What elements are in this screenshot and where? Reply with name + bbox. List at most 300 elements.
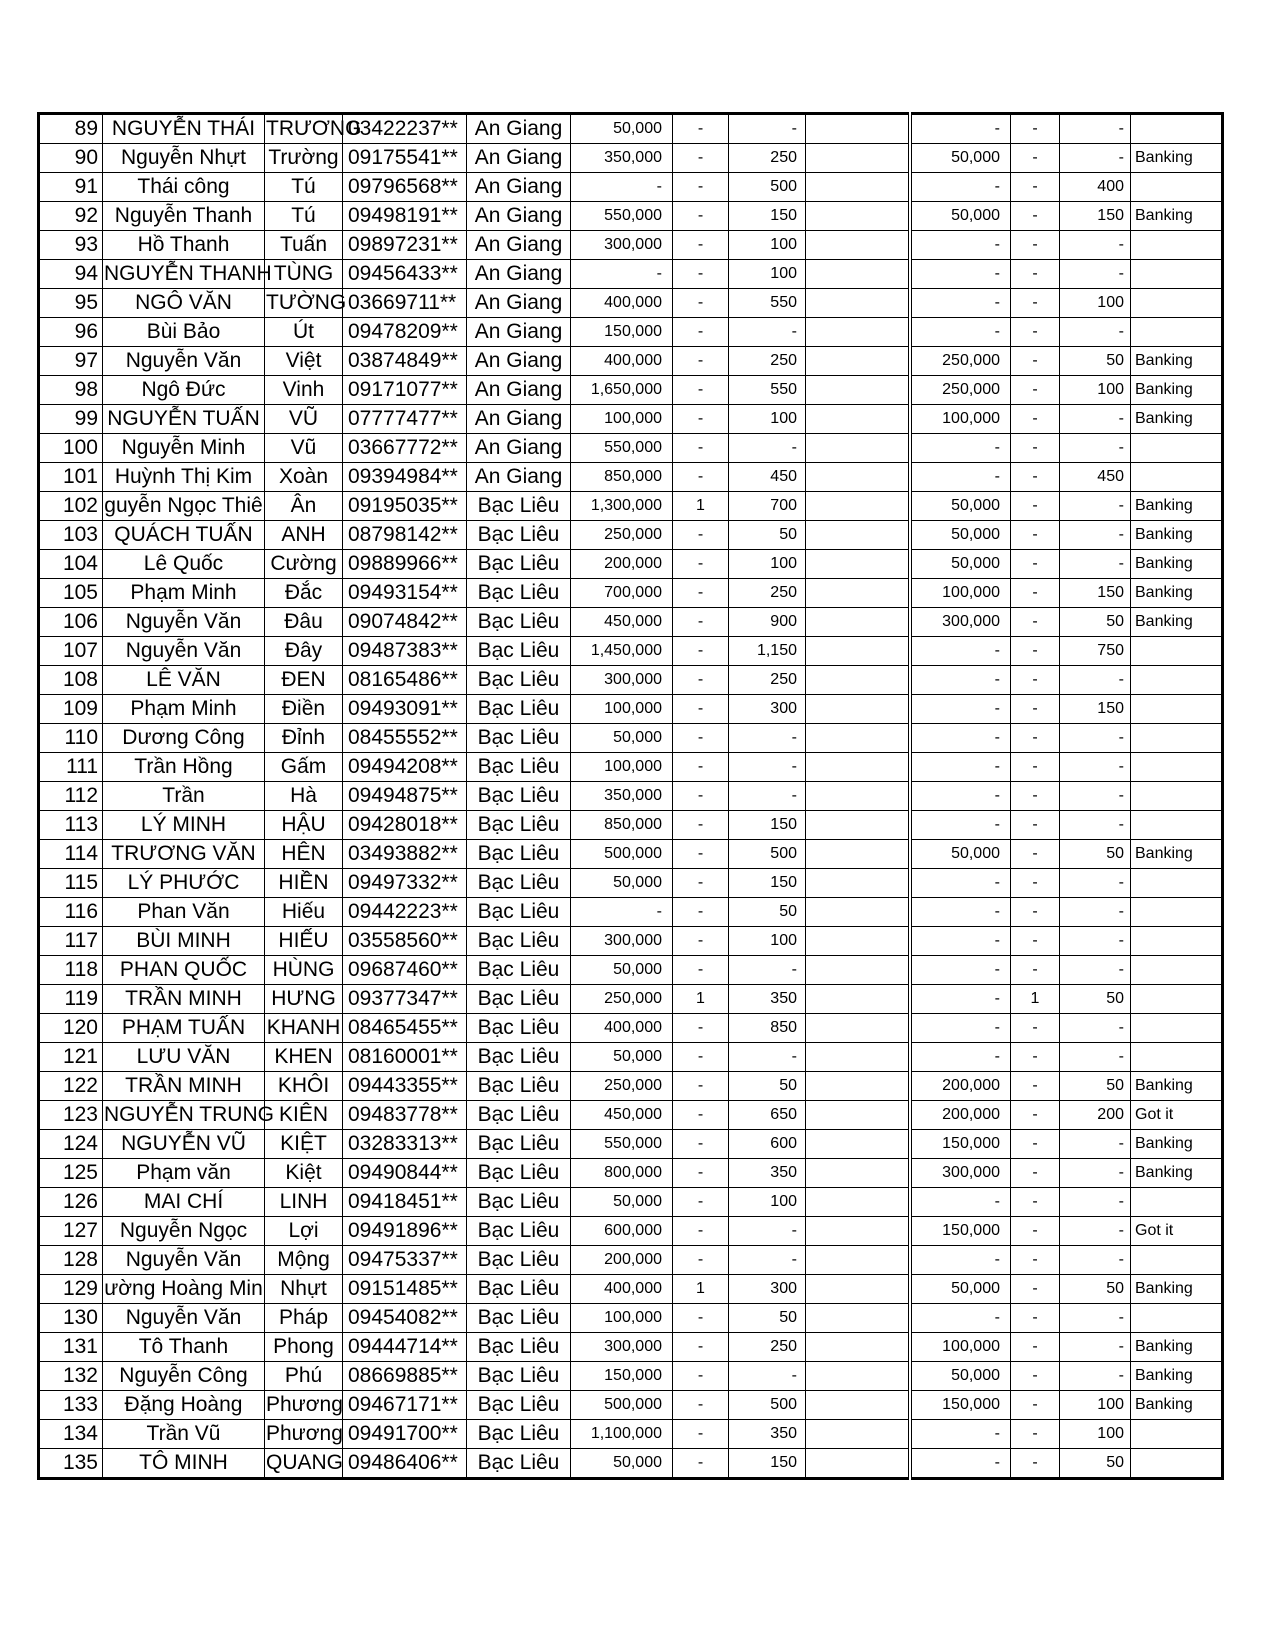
reward-cell: 150,000 bbox=[910, 1130, 1011, 1159]
surname-cell: Đặng Hoàng bbox=[103, 1391, 265, 1420]
given-name-cell: Đâu bbox=[265, 608, 343, 637]
note-cell: Banking bbox=[1131, 1159, 1223, 1188]
row-number: 103 bbox=[39, 521, 103, 550]
row-number: 107 bbox=[39, 637, 103, 666]
surname-cell: Thái công bbox=[103, 173, 265, 202]
surname-cell: Nguyễn Văn bbox=[103, 347, 265, 376]
amount-cell: 300,000 bbox=[571, 927, 673, 956]
table-body bbox=[39, 114, 1223, 1479]
count-cell: - bbox=[673, 434, 729, 463]
points-cell: 1,150 bbox=[729, 637, 806, 666]
count-cell: - bbox=[673, 1304, 729, 1333]
amount-cell: 50,000 bbox=[571, 869, 673, 898]
blank-cell bbox=[806, 1130, 910, 1159]
row-number: 101 bbox=[39, 463, 103, 492]
final-cell: 50 bbox=[1060, 985, 1131, 1014]
province-cell: An Giang bbox=[467, 260, 571, 289]
row-number: 134 bbox=[39, 1420, 103, 1449]
surname-cell: Lê Quốc bbox=[103, 550, 265, 579]
phone-cell: 09493091** bbox=[343, 695, 467, 724]
data-table-container bbox=[37, 112, 1221, 1480]
note-cell: Got it bbox=[1131, 1101, 1223, 1130]
surname-cell: TRƯƠNG VĂN bbox=[103, 840, 265, 869]
reward-cell: - bbox=[910, 811, 1011, 840]
given-name-cell: KHÔI bbox=[265, 1072, 343, 1101]
points-cell: 250 bbox=[729, 666, 806, 695]
given-name-cell: Pháp bbox=[265, 1304, 343, 1333]
points-cell: 500 bbox=[729, 840, 806, 869]
amount-cell: 150,000 bbox=[571, 1362, 673, 1391]
reward-cell: - bbox=[910, 1188, 1011, 1217]
reward-cell: - bbox=[910, 869, 1011, 898]
points-cell: - bbox=[729, 318, 806, 347]
final-cell: - bbox=[1060, 956, 1131, 985]
given-name-cell: Vinh bbox=[265, 376, 343, 405]
note-cell bbox=[1131, 1420, 1223, 1449]
reward-cell: 50,000 bbox=[910, 1275, 1011, 1304]
row-number: 96 bbox=[39, 318, 103, 347]
note-cell bbox=[1131, 463, 1223, 492]
surname-cell: Trần Vũ bbox=[103, 1420, 265, 1449]
reward-cell: 100,000 bbox=[910, 405, 1011, 434]
count-cell: - bbox=[673, 637, 729, 666]
points-cell: - bbox=[729, 1246, 806, 1275]
note-cell bbox=[1131, 1246, 1223, 1275]
phone-cell: 03669711** bbox=[343, 289, 467, 318]
table-row bbox=[39, 492, 1223, 521]
reward-cell: - bbox=[910, 724, 1011, 753]
surname-cell: TRẦN MINH bbox=[103, 985, 265, 1014]
points-cell: - bbox=[729, 1217, 806, 1246]
province-cell: Bạc Liêu bbox=[467, 521, 571, 550]
given-name-cell: Phương bbox=[265, 1420, 343, 1449]
count-cell: - bbox=[673, 1449, 729, 1479]
phone-cell: 08455552** bbox=[343, 724, 467, 753]
phone-cell: 09418451** bbox=[343, 1188, 467, 1217]
blank-cell bbox=[806, 1217, 910, 1246]
count-cell: - bbox=[673, 608, 729, 637]
table-row bbox=[39, 724, 1223, 753]
row-number: 119 bbox=[39, 985, 103, 1014]
amount-cell: - bbox=[571, 260, 673, 289]
note-cell bbox=[1131, 637, 1223, 666]
reward-cell: 50,000 bbox=[910, 521, 1011, 550]
phone-cell: 09498191** bbox=[343, 202, 467, 231]
table-row bbox=[39, 114, 1223, 144]
row-number: 121 bbox=[39, 1043, 103, 1072]
given-name-cell: Đỉnh bbox=[265, 724, 343, 753]
phone-cell: 09195035** bbox=[343, 492, 467, 521]
table-row bbox=[39, 1304, 1223, 1333]
phone-cell: 09442223** bbox=[343, 898, 467, 927]
count2-cell: - bbox=[1011, 782, 1060, 811]
row-number: 105 bbox=[39, 579, 103, 608]
surname-cell: Phạm văn bbox=[103, 1159, 265, 1188]
blank-cell bbox=[806, 927, 910, 956]
count-cell: - bbox=[673, 1043, 729, 1072]
table-row bbox=[39, 608, 1223, 637]
surname-cell: MAI CHÍ bbox=[103, 1188, 265, 1217]
province-cell: Bạc Liêu bbox=[467, 898, 571, 927]
amount-cell: 50,000 bbox=[571, 1043, 673, 1072]
final-cell: - bbox=[1060, 1304, 1131, 1333]
phone-cell: 09491896** bbox=[343, 1217, 467, 1246]
phone-cell: 09796568** bbox=[343, 173, 467, 202]
amount-cell: 300,000 bbox=[571, 231, 673, 260]
count2-cell: - bbox=[1011, 695, 1060, 724]
note-cell bbox=[1131, 956, 1223, 985]
amount-cell: 850,000 bbox=[571, 463, 673, 492]
surname-cell: LÝ MINH bbox=[103, 811, 265, 840]
phone-cell: 03422237** bbox=[343, 114, 467, 144]
final-cell: - bbox=[1060, 898, 1131, 927]
count-cell: - bbox=[673, 1246, 729, 1275]
table-row bbox=[39, 260, 1223, 289]
amount-cell: 500,000 bbox=[571, 840, 673, 869]
phone-cell: 03493882** bbox=[343, 840, 467, 869]
province-cell: Bạc Liêu bbox=[467, 1159, 571, 1188]
given-name-cell: Phương bbox=[265, 1391, 343, 1420]
amount-cell: 250,000 bbox=[571, 985, 673, 1014]
amount-cell: - bbox=[571, 173, 673, 202]
table-row bbox=[39, 1130, 1223, 1159]
final-cell: 50 bbox=[1060, 608, 1131, 637]
count2-cell: - bbox=[1011, 1420, 1060, 1449]
points-cell: 450 bbox=[729, 463, 806, 492]
reward-cell: - bbox=[910, 434, 1011, 463]
count-cell: 1 bbox=[673, 492, 729, 521]
amount-cell: 400,000 bbox=[571, 1014, 673, 1043]
table-row bbox=[39, 289, 1223, 318]
row-number: 111 bbox=[39, 753, 103, 782]
province-cell: Bạc Liêu bbox=[467, 811, 571, 840]
row-number: 115 bbox=[39, 869, 103, 898]
count2-cell: - bbox=[1011, 1043, 1060, 1072]
final-cell: - bbox=[1060, 318, 1131, 347]
reward-cell: - bbox=[910, 753, 1011, 782]
phone-cell: 09456433** bbox=[343, 260, 467, 289]
count-cell: - bbox=[673, 1188, 729, 1217]
blank-cell bbox=[806, 1014, 910, 1043]
amount-cell: 500,000 bbox=[571, 1391, 673, 1420]
province-cell: An Giang bbox=[467, 114, 571, 144]
points-cell: 700 bbox=[729, 492, 806, 521]
surname-cell: Phan Văn bbox=[103, 898, 265, 927]
row-number: 114 bbox=[39, 840, 103, 869]
given-name-cell: KHEN bbox=[265, 1043, 343, 1072]
blank-cell bbox=[806, 898, 910, 927]
reward-cell: 300,000 bbox=[910, 1159, 1011, 1188]
phone-cell: 09494208** bbox=[343, 753, 467, 782]
given-name-cell: Việt bbox=[265, 347, 343, 376]
row-number: 99 bbox=[39, 405, 103, 434]
count2-cell: - bbox=[1011, 114, 1060, 144]
blank-cell bbox=[806, 579, 910, 608]
count-cell: - bbox=[673, 724, 729, 753]
surname-cell: NGUYỄN TUẤN bbox=[103, 405, 265, 434]
phone-cell: 09377347** bbox=[343, 985, 467, 1014]
surname-cell: Nguyễn Nhựt bbox=[103, 144, 265, 173]
province-cell: An Giang bbox=[467, 405, 571, 434]
count-cell: - bbox=[673, 1362, 729, 1391]
row-number: 104 bbox=[39, 550, 103, 579]
final-cell: 100 bbox=[1060, 376, 1131, 405]
points-cell: 50 bbox=[729, 898, 806, 927]
note-cell bbox=[1131, 695, 1223, 724]
row-number: 97 bbox=[39, 347, 103, 376]
amount-cell: 100,000 bbox=[571, 1304, 673, 1333]
count2-cell: - bbox=[1011, 1391, 1060, 1420]
table-row bbox=[39, 1014, 1223, 1043]
surname-cell: NGÔ VĂN bbox=[103, 289, 265, 318]
amount-cell: 450,000 bbox=[571, 1101, 673, 1130]
phone-cell: 03558560** bbox=[343, 927, 467, 956]
phone-cell: 09487383** bbox=[343, 637, 467, 666]
note-cell: Banking bbox=[1131, 840, 1223, 869]
note-cell bbox=[1131, 260, 1223, 289]
points-cell: 500 bbox=[729, 173, 806, 202]
count-cell: - bbox=[673, 1159, 729, 1188]
count-cell: - bbox=[673, 1333, 729, 1362]
note-cell bbox=[1131, 666, 1223, 695]
blank-cell bbox=[806, 202, 910, 231]
final-cell: - bbox=[1060, 1333, 1131, 1362]
phone-cell: 08165486** bbox=[343, 666, 467, 695]
amount-cell: - bbox=[571, 898, 673, 927]
surname-cell: Huỳnh Thị Kim bbox=[103, 463, 265, 492]
given-name-cell: Đắc bbox=[265, 579, 343, 608]
count2-cell: - bbox=[1011, 811, 1060, 840]
final-cell: - bbox=[1060, 666, 1131, 695]
points-cell: 500 bbox=[729, 1391, 806, 1420]
table-row bbox=[39, 666, 1223, 695]
reward-cell: - bbox=[910, 695, 1011, 724]
count2-cell: - bbox=[1011, 1246, 1060, 1275]
given-name-cell: Lợi bbox=[265, 1217, 343, 1246]
count-cell: - bbox=[673, 550, 729, 579]
count-cell: - bbox=[673, 840, 729, 869]
table-row bbox=[39, 840, 1223, 869]
given-name-cell: Kiệt bbox=[265, 1159, 343, 1188]
count2-cell: - bbox=[1011, 1449, 1060, 1479]
amount-cell: 50,000 bbox=[571, 1449, 673, 1479]
count-cell: - bbox=[673, 927, 729, 956]
given-name-cell: Tú bbox=[265, 202, 343, 231]
blank-cell bbox=[806, 260, 910, 289]
count2-cell: - bbox=[1011, 608, 1060, 637]
reward-cell: - bbox=[910, 1043, 1011, 1072]
blank-cell bbox=[806, 1101, 910, 1130]
table-row bbox=[39, 1275, 1223, 1304]
points-cell: 600 bbox=[729, 1130, 806, 1159]
count2-cell: - bbox=[1011, 1101, 1060, 1130]
phone-cell: 03874849** bbox=[343, 347, 467, 376]
province-cell: An Giang bbox=[467, 173, 571, 202]
table-row bbox=[39, 637, 1223, 666]
count-cell: - bbox=[673, 956, 729, 985]
note-cell: Banking bbox=[1131, 144, 1223, 173]
blank-cell bbox=[806, 376, 910, 405]
count-cell: - bbox=[673, 666, 729, 695]
phone-cell: 09454082** bbox=[343, 1304, 467, 1333]
points-cell: - bbox=[729, 782, 806, 811]
count2-cell: - bbox=[1011, 1130, 1060, 1159]
surname-cell: Bùi Bảo bbox=[103, 318, 265, 347]
final-cell: 400 bbox=[1060, 173, 1131, 202]
final-cell: - bbox=[1060, 144, 1131, 173]
given-name-cell: Trường bbox=[265, 144, 343, 173]
surname-cell: Tô Thanh bbox=[103, 1333, 265, 1362]
table-row bbox=[39, 985, 1223, 1014]
table-row bbox=[39, 144, 1223, 173]
reward-cell: - bbox=[910, 173, 1011, 202]
amount-cell: 550,000 bbox=[571, 202, 673, 231]
points-cell: 300 bbox=[729, 1275, 806, 1304]
surname-cell: PHẠM TUẤN bbox=[103, 1014, 265, 1043]
table-row bbox=[39, 579, 1223, 608]
surname-cell: Ngô Đức bbox=[103, 376, 265, 405]
province-cell: An Giang bbox=[467, 376, 571, 405]
note-cell bbox=[1131, 173, 1223, 202]
surname-cell: Nguyễn Công bbox=[103, 1362, 265, 1391]
note-cell bbox=[1131, 782, 1223, 811]
reward-cell: 50,000 bbox=[910, 492, 1011, 521]
reward-cell: - bbox=[910, 1014, 1011, 1043]
phone-cell: 09475337** bbox=[343, 1246, 467, 1275]
row-number: 112 bbox=[39, 782, 103, 811]
province-cell: Bạc Liêu bbox=[467, 1014, 571, 1043]
final-cell: - bbox=[1060, 114, 1131, 144]
note-cell: Banking bbox=[1131, 1362, 1223, 1391]
province-cell: An Giang bbox=[467, 202, 571, 231]
province-cell: Bạc Liêu bbox=[467, 492, 571, 521]
given-name-cell: HIẾU bbox=[265, 927, 343, 956]
note-cell: Banking bbox=[1131, 492, 1223, 521]
note-cell: Banking bbox=[1131, 521, 1223, 550]
count-cell: - bbox=[673, 1391, 729, 1420]
province-cell: Bạc Liêu bbox=[467, 1362, 571, 1391]
count2-cell: - bbox=[1011, 1217, 1060, 1246]
count2-cell: - bbox=[1011, 463, 1060, 492]
phone-cell: 09151485** bbox=[343, 1275, 467, 1304]
given-name-cell: Hiếu bbox=[265, 898, 343, 927]
blank-cell bbox=[806, 753, 910, 782]
note-cell bbox=[1131, 724, 1223, 753]
row-number: 118 bbox=[39, 956, 103, 985]
given-name-cell: LINH bbox=[265, 1188, 343, 1217]
given-name-cell: HƯNG bbox=[265, 985, 343, 1014]
final-cell: 150 bbox=[1060, 202, 1131, 231]
amount-cell: 300,000 bbox=[571, 1333, 673, 1362]
count2-cell: - bbox=[1011, 347, 1060, 376]
amount-cell: 800,000 bbox=[571, 1159, 673, 1188]
count-cell: - bbox=[673, 173, 729, 202]
row-number: 89 bbox=[39, 114, 103, 144]
province-cell: Bạc Liêu bbox=[467, 840, 571, 869]
final-cell: - bbox=[1060, 1246, 1131, 1275]
given-name-cell: Tuấn bbox=[265, 231, 343, 260]
count2-cell: - bbox=[1011, 840, 1060, 869]
given-name-cell: HẬU bbox=[265, 811, 343, 840]
surname-cell: NGUYỄN THÁI bbox=[103, 114, 265, 144]
given-name-cell: Nhựt bbox=[265, 1275, 343, 1304]
surname-cell: Nguyễn Văn bbox=[103, 1246, 265, 1275]
phone-cell: 09175541** bbox=[343, 144, 467, 173]
points-cell: - bbox=[729, 956, 806, 985]
amount-cell: 250,000 bbox=[571, 521, 673, 550]
final-cell: - bbox=[1060, 492, 1131, 521]
count-cell: 1 bbox=[673, 1275, 729, 1304]
reward-cell: - bbox=[910, 666, 1011, 695]
given-name-cell: KIỆT bbox=[265, 1130, 343, 1159]
count-cell: - bbox=[673, 1072, 729, 1101]
count-cell: - bbox=[673, 753, 729, 782]
given-name-cell: Điền bbox=[265, 695, 343, 724]
reward-cell: - bbox=[910, 637, 1011, 666]
count-cell: - bbox=[673, 1014, 729, 1043]
blank-cell bbox=[806, 521, 910, 550]
reward-cell: - bbox=[910, 927, 1011, 956]
blank-cell bbox=[806, 231, 910, 260]
points-cell: 900 bbox=[729, 608, 806, 637]
points-cell: - bbox=[729, 724, 806, 753]
surname-cell: Nguyễn Thanh bbox=[103, 202, 265, 231]
count-cell: - bbox=[673, 1101, 729, 1130]
count-cell: - bbox=[673, 463, 729, 492]
points-cell: 100 bbox=[729, 550, 806, 579]
phone-cell: 09467171** bbox=[343, 1391, 467, 1420]
count2-cell: - bbox=[1011, 202, 1060, 231]
count-cell: - bbox=[673, 260, 729, 289]
final-cell: 50 bbox=[1060, 840, 1131, 869]
row-number: 108 bbox=[39, 666, 103, 695]
note-cell: Banking bbox=[1131, 550, 1223, 579]
note-cell: Banking bbox=[1131, 1333, 1223, 1362]
blank-cell bbox=[806, 1246, 910, 1275]
amount-cell: 200,000 bbox=[571, 550, 673, 579]
row-number: 135 bbox=[39, 1449, 103, 1479]
amount-cell: 50,000 bbox=[571, 956, 673, 985]
surname-cell: BÙI MINH bbox=[103, 927, 265, 956]
final-cell: 100 bbox=[1060, 1391, 1131, 1420]
row-number: 129 bbox=[39, 1275, 103, 1304]
blank-cell bbox=[806, 492, 910, 521]
reward-cell: - bbox=[910, 260, 1011, 289]
phone-cell: 09889966** bbox=[343, 550, 467, 579]
given-name-cell: Vũ bbox=[265, 434, 343, 463]
table-row bbox=[39, 231, 1223, 260]
amount-cell: 700,000 bbox=[571, 579, 673, 608]
count-cell: - bbox=[673, 347, 729, 376]
surname-cell: NGUYỄN VŨ bbox=[103, 1130, 265, 1159]
given-name-cell: Ân bbox=[265, 492, 343, 521]
points-cell: 50 bbox=[729, 1072, 806, 1101]
row-number: 93 bbox=[39, 231, 103, 260]
blank-cell bbox=[806, 608, 910, 637]
province-cell: Bạc Liêu bbox=[467, 753, 571, 782]
blank-cell bbox=[806, 1449, 910, 1479]
count2-cell: - bbox=[1011, 260, 1060, 289]
row-number: 123 bbox=[39, 1101, 103, 1130]
final-cell: - bbox=[1060, 521, 1131, 550]
final-cell: 150 bbox=[1060, 695, 1131, 724]
blank-cell bbox=[806, 144, 910, 173]
points-cell: - bbox=[729, 1043, 806, 1072]
count2-cell: - bbox=[1011, 724, 1060, 753]
points-cell: 350 bbox=[729, 1420, 806, 1449]
row-number: 127 bbox=[39, 1217, 103, 1246]
amount-cell: 1,650,000 bbox=[571, 376, 673, 405]
